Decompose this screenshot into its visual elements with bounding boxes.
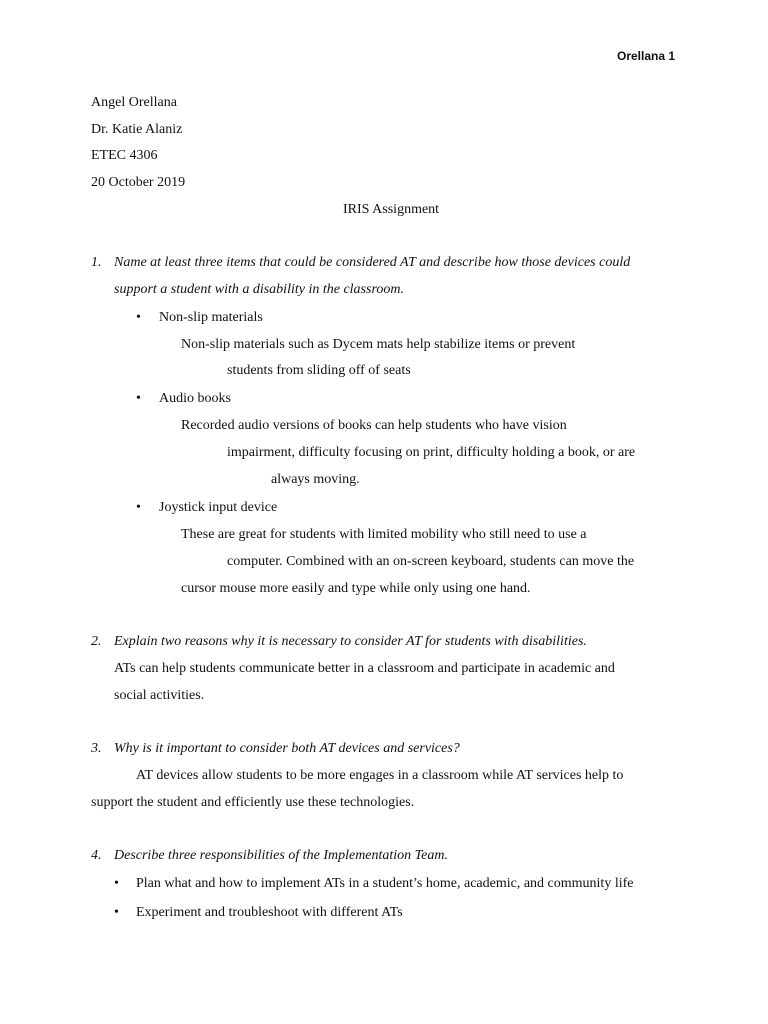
q1-bullet-2-desc-2: impairment, difficulty focusing on print, difficulty holding a book, or are <box>227 445 636 460</box>
q1-bullet-2-desc-1: Recorded audio versions of books can help students who have vision <box>181 418 567 433</box>
q2-number: 2. <box>91 634 102 649</box>
q4-bullet-2: Experiment and troubleshoot with different ATs <box>136 905 403 920</box>
q1-bullet-3-desc-2: computer. Combined with an on-screen keyboard, students can move the <box>227 554 635 569</box>
q1-bullet-1-desc-1: Non-slip materials such as Dycem mats help stabilize items or prevent <box>181 337 576 352</box>
document-date: 20 October 2019 <box>91 175 186 190</box>
q1-bullet-1-label: Non-slip materials <box>159 310 263 325</box>
q2-question: Explain two reasons why it is necessary to consider AT for students with disabilities. <box>114 634 587 649</box>
bullet-icon: • <box>136 500 141 515</box>
bullet-icon: • <box>136 310 141 325</box>
q2-answer-line-2: social activities. <box>114 688 205 703</box>
q2-answer-line-1: ATs can help students communicate better in a classroom and participate in academic and <box>114 661 615 676</box>
q1-bullet-2-desc-3: always moving. <box>271 472 360 487</box>
q3-question: Why is it important to consider both AT devices and services? <box>114 741 460 756</box>
q4-number: 4. <box>91 848 102 863</box>
q1-number: 1. <box>91 255 102 270</box>
running-head: Orellana 1 <box>617 49 676 63</box>
course-code: ETEC 4306 <box>91 148 158 163</box>
q1-question-line-2: support a student with a disability in the classroom. <box>114 282 404 297</box>
q1-bullet-3-label: Joystick input device <box>159 500 278 515</box>
q3-number: 3. <box>91 741 102 756</box>
q3-answer-line-2: support the student and efficiently use these technologies. <box>91 795 415 810</box>
q1-question-line-1: Name at least three items that could be considered AT and describe how those devices could <box>114 255 631 270</box>
document-title: IRIS Assignment <box>343 202 440 217</box>
instructor-name: Dr. Katie Alaniz <box>91 122 183 137</box>
q1-bullet-3-desc-3: cursor mouse more easily and type while only using one hand. <box>181 581 531 596</box>
bullet-icon: • <box>114 905 119 920</box>
q3-answer-line-1: AT devices allow students to be more engages in a classroom while AT services help to <box>136 768 624 783</box>
bullet-icon: • <box>114 876 119 891</box>
q1-bullet-3-desc-1: These are great for students with limited mobility who still need to use a <box>181 527 587 542</box>
q4-question: Describe three responsibilities of the Implementation Team. <box>114 848 449 863</box>
q1-bullet-1-desc-2: students from sliding off of seats <box>227 363 411 378</box>
q4-bullet-1: Plan what and how to implement ATs in a student’s home, academic, and community life <box>136 876 634 891</box>
bullet-icon: • <box>136 391 141 406</box>
q1-bullet-2-label: Audio books <box>159 391 231 406</box>
student-name: Angel Orellana <box>91 95 177 110</box>
